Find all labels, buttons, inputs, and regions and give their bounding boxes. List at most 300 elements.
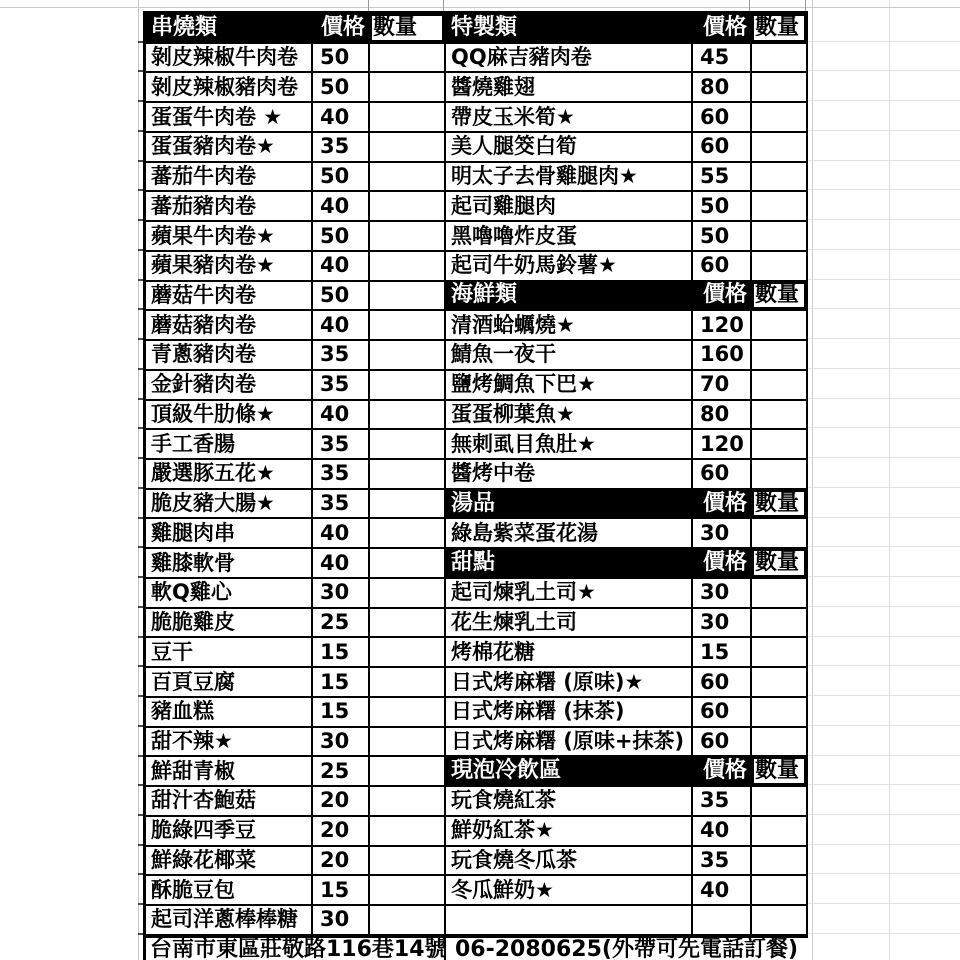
section-header-cell [146, 14, 370, 44]
item-name: 剝皮辣椒豬肉卷 [151, 74, 298, 99]
item-price: 60 [700, 134, 730, 159]
item-price: 35 [320, 134, 350, 159]
item-price: 50 [320, 74, 350, 99]
item-name: 帶皮玉米筍★ [451, 104, 575, 129]
section-header-cell [446, 757, 752, 787]
item-qty-cell [752, 311, 808, 341]
qty-column-label: 數量 [755, 14, 800, 40]
item-name: 金針豬肉卷 [151, 372, 256, 397]
item-qty-cell [752, 579, 808, 609]
item-name-cell [146, 460, 313, 490]
item-qty-cell [752, 876, 808, 906]
item-price-cell [693, 163, 752, 193]
item-name-cell [146, 222, 313, 252]
item-name: 玩食燒冬瓜茶 [451, 847, 577, 872]
item-name: 日式烤麻糬 (原味)★ [451, 669, 644, 694]
item-qty-cell [752, 103, 808, 133]
item-qty-cell [370, 490, 446, 520]
item-price: 50 [320, 164, 350, 189]
item-qty-cell [752, 698, 808, 728]
item-price-cell [313, 876, 370, 906]
item-name-cell [146, 549, 313, 579]
grid-line [807, 189, 960, 190]
grid-line [807, 576, 960, 577]
item-name: 蘋果豬肉卷★ [151, 253, 275, 278]
item-price: 45 [700, 45, 730, 70]
item-price-cell [313, 847, 370, 877]
item-name-cell [446, 668, 693, 698]
item-name: 花生煉乳土司 [451, 610, 577, 635]
item-qty-cell [752, 192, 808, 222]
item-name-cell [446, 371, 693, 401]
item-price: 15 [320, 699, 350, 724]
item-price: 120 [700, 312, 744, 337]
item-name: 嚴選豚五花★ [151, 461, 275, 486]
item-name-cell [146, 609, 313, 639]
item-name-cell [146, 341, 313, 371]
section-title: 甜點 [451, 550, 496, 576]
item-price: 30 [320, 580, 350, 605]
item-price: 70 [700, 372, 730, 397]
item-price: 30 [700, 520, 730, 545]
grid-line [807, 517, 960, 518]
item-price-cell [693, 341, 752, 371]
item-qty-cell [370, 401, 446, 431]
item-price: 35 [320, 342, 350, 367]
grid-line [807, 606, 960, 607]
item-name-cell [146, 73, 313, 103]
item-price-cell [313, 609, 370, 639]
item-name: 甜不辣★ [151, 728, 233, 753]
item-qty-cell [370, 73, 446, 103]
grid-line [807, 130, 960, 131]
price-column-label: 價格 [320, 14, 365, 40]
item-name-cell [146, 401, 313, 431]
item-qty-cell [370, 638, 446, 668]
item-name-cell [446, 133, 693, 163]
item-name: 剝皮辣椒牛肉卷 [151, 45, 298, 70]
item-price-cell [313, 44, 370, 74]
item-price: 35 [320, 431, 350, 456]
item-price-cell [313, 430, 370, 460]
item-name: 脆脆雞皮 [151, 610, 235, 635]
qty-column-label: 數量 [755, 490, 800, 516]
grid-line [807, 933, 960, 934]
item-name: 黑嚕嚕炸皮蛋 [451, 223, 577, 248]
item-price-cell [693, 460, 752, 490]
grid-line [807, 814, 960, 815]
item-name-cell [146, 847, 313, 877]
item-price: 160 [700, 342, 744, 367]
item-price: 35 [320, 372, 350, 397]
item-name-cell [446, 728, 693, 758]
qty-column-label: 數量 [755, 282, 800, 308]
item-price-cell [693, 222, 752, 252]
item-name: 起司煉乳土司★ [451, 580, 596, 605]
item-price-cell [693, 638, 752, 668]
item-qty-cell [752, 638, 808, 668]
item-qty-cell [752, 222, 808, 252]
item-price: 50 [320, 282, 350, 307]
item-name: 蛋蛋豬肉卷★ [151, 134, 275, 159]
item-name: 清酒蛤蠣燒★ [451, 312, 575, 337]
footer-address-cell [146, 936, 446, 960]
item-name: 雞腿肉串 [151, 520, 235, 545]
item-price-cell [693, 133, 752, 163]
menu-grid [143, 11, 808, 960]
section-header-cell [446, 549, 752, 579]
item-qty-cell [752, 371, 808, 401]
item-price: 15 [320, 877, 350, 902]
section-title: 特製類 [451, 14, 518, 40]
grid-line [807, 873, 960, 874]
grid-line [807, 41, 960, 42]
footer-phone: 06-2080625(外帶可先電話訂餐) [455, 937, 799, 960]
item-name-cell [146, 579, 313, 609]
item-price-cell [693, 519, 752, 549]
item-price-cell [313, 401, 370, 431]
item-name-cell [146, 192, 313, 222]
item-name-cell [146, 638, 313, 668]
item-name-cell [446, 460, 693, 490]
grid-line [807, 487, 960, 488]
item-price-cell [693, 103, 752, 133]
item-price: 15 [320, 639, 350, 664]
item-name-cell [146, 44, 313, 74]
item-price-cell [313, 311, 370, 341]
item-price: 40 [320, 312, 350, 337]
item-price-cell [313, 817, 370, 847]
item-price: 35 [700, 847, 730, 872]
item-qty-cell [370, 311, 446, 341]
section-header-cell [446, 282, 752, 312]
item-price: 60 [700, 699, 730, 724]
grid-line [807, 427, 960, 428]
item-name: 脆皮豬大腸★ [151, 491, 275, 516]
item-price: 15 [700, 639, 730, 664]
grid-line [368, 0, 369, 11]
item-name: 手工香腸 [151, 431, 235, 456]
item-name-cell [146, 906, 313, 936]
qty-header-cell [752, 14, 808, 44]
qty-header-cell [752, 757, 808, 787]
item-price-cell [313, 460, 370, 490]
item-name-cell [446, 698, 693, 728]
item-name-cell [146, 371, 313, 401]
qty-column-label: 數量 [755, 550, 800, 576]
empty-name-cell [446, 906, 693, 936]
grid-line [807, 784, 960, 785]
item-qty-cell [752, 401, 808, 431]
item-qty-cell [370, 192, 446, 222]
item-qty-cell [370, 519, 446, 549]
item-price: 40 [700, 818, 730, 843]
item-qty-cell [370, 847, 446, 877]
item-qty-cell [752, 609, 808, 639]
grid-line [807, 398, 960, 399]
grid-line [807, 844, 960, 845]
item-price-cell [313, 698, 370, 728]
item-price: 40 [320, 550, 350, 575]
item-name-cell [146, 817, 313, 847]
item-name: 蘋果牛肉卷★ [151, 223, 275, 248]
qty-header-cell [752, 282, 808, 312]
item-name: 軟Q雞心 [151, 580, 232, 605]
item-name: 無刺虱目魚肚★ [451, 431, 596, 456]
item-price-cell [693, 371, 752, 401]
section-title: 串燒類 [151, 14, 218, 40]
item-price-cell [313, 519, 370, 549]
item-price: 40 [700, 877, 730, 902]
item-price-cell [313, 728, 370, 758]
item-qty-cell [752, 847, 808, 877]
grid-line [807, 725, 960, 726]
empty-qty-cell [752, 906, 808, 936]
item-qty-cell [370, 460, 446, 490]
item-price-cell [313, 222, 370, 252]
item-name: 蘑菇豬肉卷 [151, 312, 256, 337]
item-qty-cell [370, 44, 446, 74]
item-name: 玩食燒紅茶 [451, 788, 556, 813]
item-price-cell [693, 44, 752, 74]
grid-line [807, 546, 960, 547]
item-qty-cell [370, 609, 446, 639]
price-column-label: 價格 [702, 758, 747, 784]
item-qty-cell [370, 787, 446, 817]
item-price: 60 [700, 461, 730, 486]
item-price-cell [693, 192, 752, 222]
item-name-cell [446, 579, 693, 609]
item-name-cell [446, 430, 693, 460]
item-qty-cell [370, 222, 446, 252]
item-price-cell [313, 549, 370, 579]
item-name: 豬血糕 [151, 699, 214, 724]
item-price-cell [693, 787, 752, 817]
item-name: 烤棉花糖 [451, 639, 535, 664]
qty-column-label: 數量 [755, 758, 800, 784]
item-name-cell [146, 311, 313, 341]
qty-header-cell [752, 490, 808, 520]
footer-address: 台南市東區莊敬路116巷14號 [150, 937, 447, 960]
item-price-cell [313, 668, 370, 698]
item-name: 鮮綠花椰菜 [151, 847, 256, 872]
item-price-cell [313, 371, 370, 401]
grid-line [0, 7, 960, 8]
item-name-cell [146, 163, 313, 193]
item-name: 鯖魚一夜干 [451, 342, 556, 367]
grid-line [807, 665, 960, 666]
item-price: 30 [700, 580, 730, 605]
item-name: 美人腿筊白筍 [451, 134, 577, 159]
item-price: 15 [320, 669, 350, 694]
item-price-cell [693, 311, 752, 341]
item-name-cell [146, 430, 313, 460]
item-qty-cell [752, 668, 808, 698]
item-price: 20 [320, 788, 350, 813]
item-name-cell [146, 668, 313, 698]
item-price-cell [313, 163, 370, 193]
item-name-cell [146, 876, 313, 906]
item-price-cell [693, 668, 752, 698]
item-price: 55 [700, 164, 730, 189]
item-qty-cell [370, 876, 446, 906]
item-qty-cell [752, 430, 808, 460]
item-qty-cell [370, 906, 446, 936]
grid-line [807, 636, 960, 637]
grid-line [889, 0, 890, 960]
item-name-cell [446, 163, 693, 193]
grid-line [749, 0, 750, 11]
item-name: 明太子去骨雞腿肉★ [451, 164, 638, 189]
grid-line [807, 160, 960, 161]
item-qty-cell [370, 163, 446, 193]
item-qty-cell [752, 519, 808, 549]
item-name-cell [146, 252, 313, 282]
item-name-cell [146, 698, 313, 728]
item-name-cell [146, 133, 313, 163]
item-price: 35 [320, 491, 350, 516]
item-qty-cell [752, 728, 808, 758]
item-price: 30 [700, 610, 730, 635]
item-price: 25 [320, 758, 350, 783]
item-qty-cell [370, 430, 446, 460]
item-price: 35 [700, 788, 730, 813]
item-price-cell [313, 579, 370, 609]
item-qty-cell [370, 757, 446, 787]
section-title: 海鮮類 [451, 282, 518, 308]
item-price-cell [693, 252, 752, 282]
item-name: 醬燒雞翅 [451, 74, 535, 99]
item-qty-cell [752, 163, 808, 193]
item-qty-cell [370, 371, 446, 401]
section-title: 湯品 [451, 490, 496, 516]
empty-price-cell [693, 906, 752, 936]
section-header-cell [446, 490, 752, 520]
grid-line [807, 249, 960, 250]
item-name-cell [446, 192, 693, 222]
item-price: 50 [320, 223, 350, 248]
item-qty-cell [370, 252, 446, 282]
item-name-cell [146, 519, 313, 549]
item-price-cell [693, 609, 752, 639]
qty-header-cell [370, 14, 446, 44]
item-price-cell [313, 252, 370, 282]
item-qty-cell [370, 282, 446, 312]
item-price-cell [313, 103, 370, 133]
item-qty-cell [752, 73, 808, 103]
item-price-cell [313, 282, 370, 312]
section-title: 現泡冷飲區 [451, 758, 562, 784]
item-name: 豆干 [151, 639, 193, 664]
item-price-cell [313, 638, 370, 668]
item-price: 50 [700, 193, 730, 218]
item-price-cell [693, 430, 752, 460]
item-price: 50 [700, 223, 730, 248]
item-name-cell [446, 609, 693, 639]
item-name: 起司牛奶馬鈴薯★ [451, 253, 617, 278]
item-name: 起司洋蔥棒棒糖 [151, 907, 298, 932]
item-price: 35 [320, 461, 350, 486]
item-qty-cell [752, 44, 808, 74]
item-price-cell [313, 133, 370, 163]
item-price-cell [693, 876, 752, 906]
item-qty-cell [752, 133, 808, 163]
grid-line [807, 903, 960, 904]
grid-line [138, 0, 139, 960]
item-price: 40 [320, 193, 350, 218]
item-name: 頂級牛肋條★ [151, 401, 275, 426]
item-qty-cell [370, 668, 446, 698]
item-name: 酥脆豆包 [151, 877, 235, 902]
item-name: 脆綠四季豆 [151, 818, 256, 843]
grid-line [807, 457, 960, 458]
item-name-cell [446, 341, 693, 371]
item-price-cell [313, 192, 370, 222]
grid-line [807, 368, 960, 369]
item-name-cell [446, 401, 693, 431]
item-qty-cell [370, 698, 446, 728]
item-name-cell [446, 311, 693, 341]
item-name-cell [446, 847, 693, 877]
item-name: 冬瓜鮮奶★ [451, 877, 554, 902]
item-name-cell [146, 282, 313, 312]
item-name-cell [146, 103, 313, 133]
item-price-cell [313, 490, 370, 520]
qty-column-label: 數量 [373, 14, 418, 40]
item-name: 蕃茄豬肉卷 [151, 193, 256, 218]
item-price: 50 [320, 45, 350, 70]
item-qty-cell [370, 133, 446, 163]
item-name-cell [446, 73, 693, 103]
item-name-cell [446, 876, 693, 906]
item-name: 鹽烤鯛魚下巴★ [451, 372, 596, 397]
price-column-label: 價格 [702, 282, 747, 308]
item-qty-cell [370, 549, 446, 579]
grid-line [807, 695, 960, 696]
item-price: 20 [320, 847, 350, 872]
item-name: 鮮奶紅茶★ [451, 818, 554, 843]
item-name: 蘑菇牛肉卷 [151, 282, 256, 307]
item-price: 60 [700, 104, 730, 129]
item-name-cell [146, 787, 313, 817]
item-name: 鮮甜青椒 [151, 758, 235, 783]
price-column-label: 價格 [702, 490, 747, 516]
item-price-cell [313, 757, 370, 787]
item-qty-cell [370, 103, 446, 133]
item-name: 醬烤中卷 [451, 461, 535, 486]
item-price: 40 [320, 104, 350, 129]
item-price: 60 [700, 728, 730, 753]
item-price: 120 [700, 431, 744, 456]
grid-line [807, 279, 960, 280]
item-price-cell [313, 73, 370, 103]
price-column-label: 價格 [702, 550, 747, 576]
item-name-cell [446, 252, 693, 282]
item-price: 80 [700, 401, 730, 426]
item-name-cell [446, 44, 693, 74]
item-name: 起司雞腿肉 [451, 193, 556, 218]
item-name: 甜汁杏鮑菇 [151, 788, 256, 813]
item-qty-cell [752, 252, 808, 282]
item-price-cell [693, 73, 752, 103]
item-name-cell [146, 490, 313, 520]
grid-line [807, 755, 960, 756]
item-name: 日式烤麻糬 (原味+抹茶) [451, 728, 685, 753]
grid-line [807, 100, 960, 101]
item-qty-cell [370, 817, 446, 847]
grid-line [807, 338, 960, 339]
item-name-cell [446, 103, 693, 133]
